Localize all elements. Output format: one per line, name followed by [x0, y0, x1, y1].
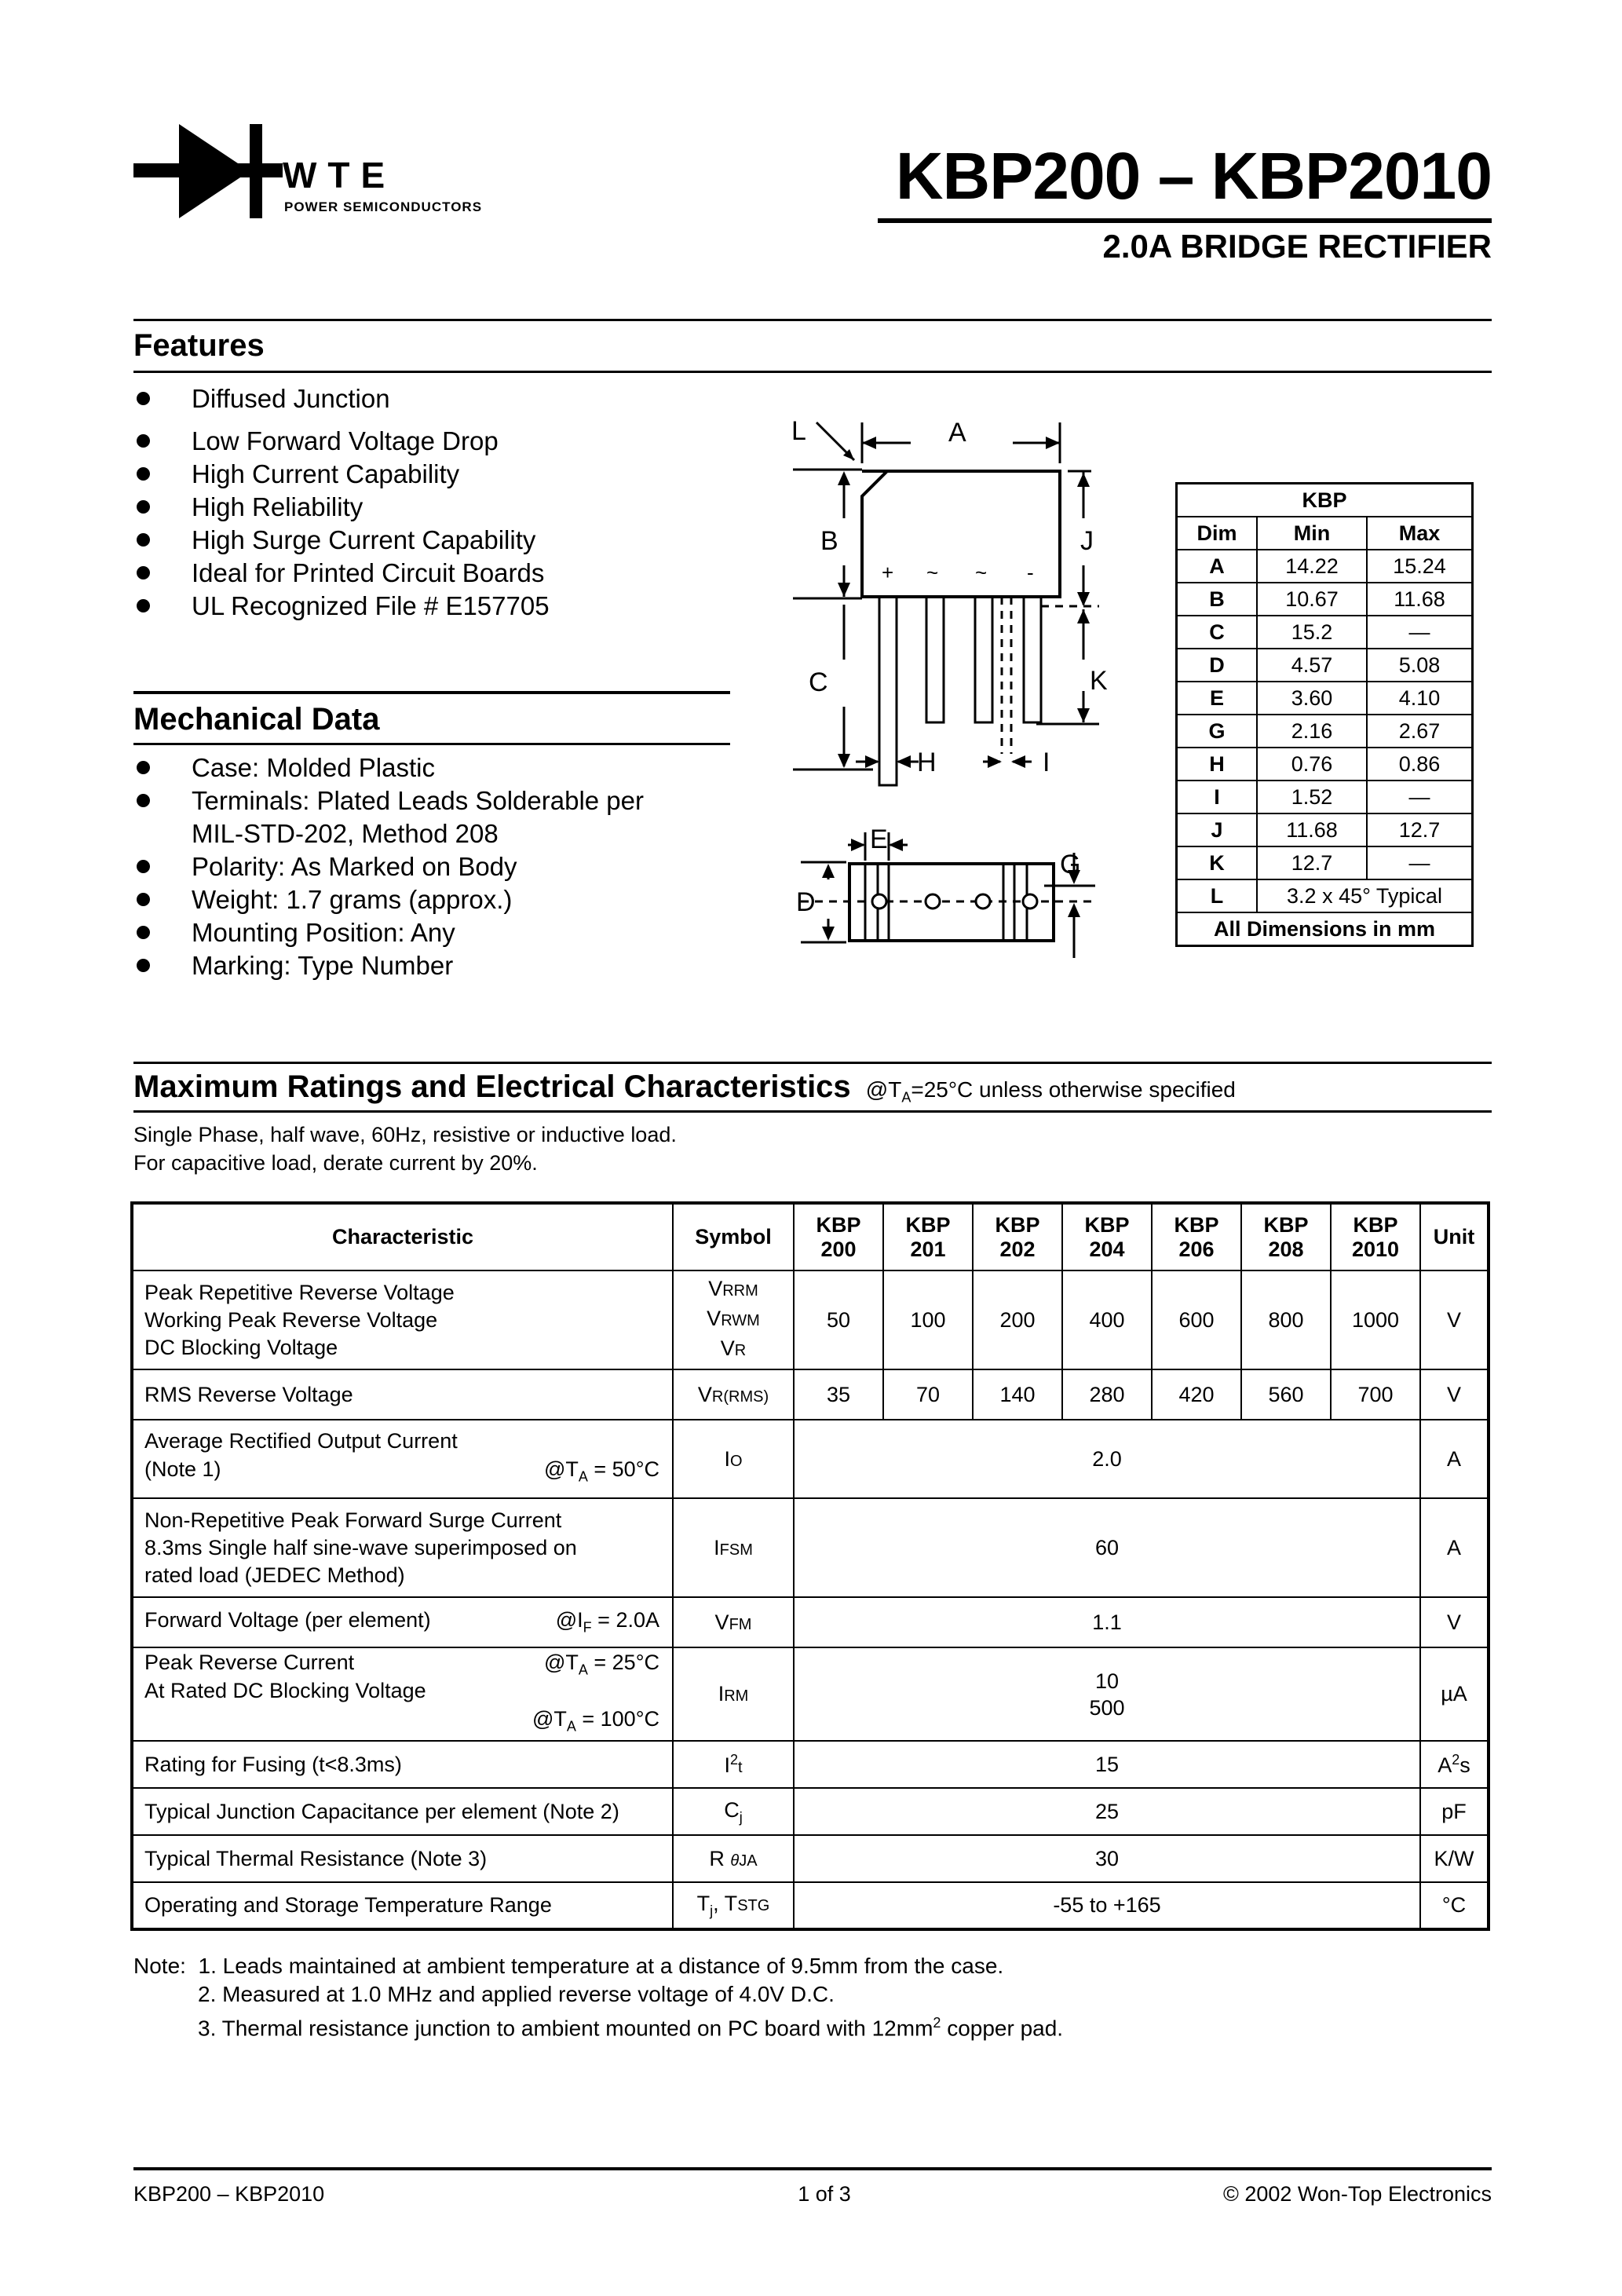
part-prefix: KBP	[1174, 1212, 1219, 1237]
symbol-cell	[673, 1498, 794, 1597]
list-item: UL Recognized File # E157705	[133, 590, 550, 623]
unit-sup: 2	[1452, 1751, 1460, 1768]
list-item: Marking: Type Number	[133, 949, 644, 982]
list-item: Terminals: Plated Leads Solderable per	[133, 784, 644, 817]
dim-label-d: D	[796, 887, 816, 917]
list-item: Polarity: As Marked on Body	[133, 850, 644, 883]
symbol-main: C	[724, 1797, 740, 1822]
cond-text: @I	[555, 1608, 583, 1632]
part-number: 2010	[1351, 1237, 1400, 1261]
dim-label-b: B	[820, 526, 838, 556]
symbol-main: R	[709, 1846, 725, 1870]
symbol-theta: θ	[730, 1852, 740, 1870]
divider	[133, 1110, 1492, 1113]
min-cell: 15.2	[1257, 616, 1367, 649]
test-condition	[556, 1608, 672, 1636]
table-row	[132, 1788, 1489, 1835]
page-number: 1 of 3	[798, 2182, 851, 2206]
char-line: rated load (JEDEC Method)	[144, 1563, 405, 1587]
value-cell: 60	[794, 1498, 1420, 1597]
table-row	[132, 1647, 1489, 1741]
table-row	[132, 1741, 1489, 1788]
min-cell: 4.57	[1257, 649, 1367, 682]
symbol-cell	[673, 1270, 794, 1369]
test-condition	[544, 1455, 672, 1490]
symbol-main: V	[697, 1382, 712, 1406]
dim-label-e: E	[870, 824, 888, 854]
value-cell	[794, 1647, 1420, 1741]
table-row	[132, 1835, 1489, 1882]
symbol-main: I	[724, 1446, 730, 1471]
symbol-sub: FSM	[719, 1541, 753, 1559]
symbol-main: V	[714, 1610, 729, 1634]
value-cell: 200	[973, 1270, 1062, 1369]
symbol-sub: t	[737, 1758, 743, 1776]
value-cell: 560	[1241, 1369, 1331, 1420]
cond-text: @T	[865, 1077, 902, 1102]
table-row	[1177, 813, 1473, 846]
dim-label-i: I	[1043, 748, 1050, 777]
min-cell: 3.60	[1257, 682, 1367, 715]
ratings-title: Maximum Ratings and Electrical Characteristics	[133, 1069, 851, 1104]
dim-cell: K	[1177, 846, 1258, 879]
package-diagram	[769, 408, 1138, 1005]
list-item: Diffused Junction	[133, 382, 550, 415]
symbol-cell	[673, 1788, 794, 1835]
table-header: Dim	[1177, 517, 1258, 550]
table-row	[1177, 649, 1473, 682]
max-cell: 2.67	[1367, 715, 1473, 748]
table-row	[132, 1882, 1489, 1929]
symbol-main: V	[720, 1336, 735, 1360]
symbol-main: T	[696, 1892, 711, 1916]
logo-subtitle: POWER SEMICONDUCTORS	[284, 199, 483, 214]
symbol-sub: j	[739, 1809, 743, 1826]
symbol-sub: RM	[724, 1687, 749, 1706]
dim-cell: C	[1177, 616, 1258, 649]
min-cell: 14.22	[1257, 550, 1367, 583]
value-cell: 1000	[1331, 1270, 1420, 1369]
header-part	[883, 1203, 973, 1270]
intro-line: Single Phase, half wave, 60Hz, resistive or inductive load.	[133, 1123, 677, 1146]
char-line	[144, 1455, 672, 1483]
list-item: Mounting Position: Any	[133, 916, 644, 949]
dim-cell: A	[1177, 550, 1258, 583]
max-cell: 11.68	[1367, 583, 1473, 616]
pin-label-plus: +	[882, 561, 894, 584]
cond-sub: F	[583, 1619, 592, 1636]
symbol-main: , T	[713, 1892, 738, 1916]
characteristic-cell	[132, 1270, 673, 1369]
value-cell: 600	[1152, 1270, 1241, 1369]
symbol-cell	[673, 1882, 794, 1929]
divider	[133, 319, 1492, 321]
dim-label-k: K	[1090, 666, 1108, 696]
ratings-table	[130, 1201, 1490, 1931]
note-sup: 2	[933, 2015, 941, 2031]
symbol-sub: FM	[729, 1615, 752, 1633]
cond-text: @T	[543, 1651, 579, 1674]
intro-line: For capacitive load, derate current by 20%.	[133, 1151, 538, 1175]
part-prefix: KBP	[1263, 1212, 1309, 1237]
dim-label-l: L	[791, 416, 806, 446]
unit-cell: A	[1420, 1420, 1489, 1498]
value-cell: 3.2 x 45° Typical	[1257, 879, 1473, 912]
char-text: At Rated DC Blocking Voltage	[144, 1679, 426, 1702]
dim-label-g: G	[1060, 850, 1081, 879]
char-line: Average Rectified Output Current	[144, 1429, 458, 1453]
part-number: 200	[820, 1237, 857, 1261]
max-cell: —	[1367, 616, 1473, 649]
dim-label-a: A	[948, 418, 966, 448]
value-cell: 15	[794, 1741, 1420, 1788]
symbol	[674, 1275, 793, 1305]
pin-label-ac1: ~	[926, 561, 939, 584]
header-part	[1152, 1203, 1241, 1270]
pin-label-ac2: ~	[975, 561, 988, 584]
max-cell: 5.08	[1367, 649, 1473, 682]
dim-cell: D	[1177, 649, 1258, 682]
min-cell: 2.16	[1257, 715, 1367, 748]
char-line: Peak Repetitive Reverse Voltage	[144, 1280, 455, 1304]
table-row	[132, 1270, 1489, 1369]
title-underline	[878, 218, 1492, 223]
table-row	[1177, 715, 1473, 748]
cond-text: =25°C unless otherwise specified	[911, 1077, 1236, 1102]
value-cell: 280	[1062, 1369, 1152, 1420]
symbol-sup: 2	[729, 1751, 738, 1768]
value-cell: 800	[1241, 1270, 1331, 1369]
table-row	[1177, 682, 1473, 715]
unit-cell: A	[1420, 1498, 1489, 1597]
min-cell: 12.7	[1257, 846, 1367, 879]
dim-label-j: J	[1080, 526, 1094, 556]
list-item: High Current Capability	[133, 458, 550, 491]
table-row	[132, 1369, 1489, 1420]
symbol-sub: STG	[737, 1897, 770, 1915]
symbol	[674, 1305, 793, 1335]
char-text: Peak Reverse Current	[144, 1651, 355, 1674]
symbol-cell	[673, 1597, 794, 1647]
unit-cell: µA	[1420, 1647, 1489, 1741]
unit-cell: K/W	[1420, 1835, 1489, 1882]
table-header: Max	[1367, 517, 1473, 550]
part-number: 204	[1089, 1237, 1125, 1261]
symbol-sub: j	[710, 1903, 714, 1919]
notes	[133, 1952, 1063, 2042]
table-row	[1177, 583, 1473, 616]
cond-sub: A	[901, 1089, 911, 1106]
mechanical-title: Mechanical Data	[133, 702, 380, 737]
symbol-sub: JA	[739, 1852, 758, 1870]
value-line: 10	[1094, 1669, 1120, 1693]
page-title: KBP200 – KBP2010	[895, 139, 1492, 213]
ratings-heading	[133, 1069, 1236, 1106]
dim-cell: H	[1177, 748, 1258, 781]
dim-cell: J	[1177, 813, 1258, 846]
ratings-intro	[133, 1121, 677, 1177]
value-cell: 30	[794, 1835, 1420, 1882]
table-header-row	[132, 1203, 1489, 1270]
symbol-main: V	[707, 1307, 721, 1330]
value-cell: 100	[883, 1270, 973, 1369]
divider	[133, 371, 1492, 373]
note-line	[133, 2009, 1063, 2042]
min-cell: 0.76	[1257, 748, 1367, 781]
table-title: KBP	[1177, 484, 1473, 517]
part-prefix: KBP	[1084, 1212, 1130, 1237]
char-line: Non-Repetitive Peak Forward Surge Current	[144, 1508, 562, 1532]
cond-text: = 25°C	[587, 1651, 659, 1674]
char-text: Forward Voltage (per element)	[144, 1608, 431, 1632]
max-cell: —	[1367, 781, 1473, 813]
characteristic-cell: Rating for Fusing (t<8.3ms)	[132, 1741, 673, 1788]
divider	[133, 691, 730, 694]
dim-cell: G	[1177, 715, 1258, 748]
list-item: Case: Molded Plastic	[133, 751, 644, 784]
footer-copyright: © 2002 Won-Top Electronics	[1222, 2182, 1492, 2206]
char-line	[144, 1648, 672, 1676]
header-part	[794, 1203, 883, 1270]
symbol-main: I	[718, 1682, 725, 1706]
value-cell: 50	[794, 1270, 883, 1369]
dim-label-h: H	[917, 748, 937, 777]
symbol-cell	[673, 1647, 794, 1741]
part-prefix: KBP	[1353, 1212, 1398, 1237]
characteristic-cell: Operating and Storage Temperature Range	[132, 1882, 673, 1929]
part-prefix: KBP	[995, 1212, 1040, 1237]
part-prefix: KBP	[816, 1212, 861, 1237]
symbol-main: I	[714, 1535, 720, 1559]
table-row	[132, 1420, 1489, 1498]
cond-sub: A	[578, 1662, 588, 1678]
note-line	[133, 1952, 1063, 1980]
min-cell: 1.52	[1257, 781, 1367, 813]
unit-main: s	[1459, 1753, 1470, 1777]
table-row	[1177, 781, 1473, 813]
note-text: 3. Thermal resistance junction to ambient mounted on PC board with 12mm	[198, 2016, 933, 2041]
symbol-sub: R(RMS)	[711, 1387, 769, 1406]
unit-cell: pF	[1420, 1788, 1489, 1835]
symbol-cell	[673, 1741, 794, 1788]
symbol-cell	[673, 1835, 794, 1882]
table-row	[132, 1597, 1489, 1647]
page-subtitle: 2.0A BRIDGE RECTIFIER	[1102, 228, 1492, 265]
symbol-sub: R	[734, 1342, 747, 1359]
value-line: 500	[1089, 1695, 1125, 1720]
value-cell: -55 to +165	[794, 1882, 1420, 1929]
dim-cell: I	[1177, 781, 1258, 813]
value-cell: 35	[794, 1369, 883, 1420]
symbol-cell	[673, 1369, 794, 1420]
unit-cell: °C	[1420, 1882, 1489, 1929]
table-header: Min	[1257, 517, 1367, 550]
unit-main: A	[1438, 1753, 1452, 1777]
mechanical-list	[133, 751, 644, 982]
value-cell: 70	[883, 1369, 973, 1420]
footer-divider	[133, 2167, 1492, 2170]
char-line: Working Peak Reverse Voltage	[144, 1307, 438, 1332]
part-prefix: KBP	[905, 1212, 951, 1237]
max-cell: 4.10	[1367, 682, 1473, 715]
list-item: High Surge Current Capability	[133, 524, 550, 557]
note-line: 2. Measured at 1.0 MHz and applied reverse voltage of 4.0V D.C.	[198, 1982, 835, 2006]
symbol	[674, 1335, 793, 1365]
footer-left: KBP200 – KBP2010	[133, 2182, 325, 2206]
part-number: 201	[910, 1237, 946, 1261]
unit-cell: V	[1420, 1369, 1489, 1420]
unit-cell	[1420, 1741, 1489, 1788]
max-cell: —	[1367, 846, 1473, 879]
characteristic-cell	[132, 1597, 673, 1647]
value-cell: 1.1	[794, 1597, 1420, 1647]
value-cell: 700	[1331, 1369, 1420, 1420]
table-row	[132, 1498, 1489, 1597]
max-cell: 12.7	[1367, 813, 1473, 846]
features-list	[133, 382, 550, 623]
dim-label-c: C	[809, 667, 828, 697]
min-cell: 10.67	[1257, 583, 1367, 616]
dim-cell: B	[1177, 583, 1258, 616]
table-row	[1177, 616, 1473, 649]
symbol-cell	[673, 1420, 794, 1498]
symbol-sub: O	[729, 1452, 743, 1470]
test-condition	[532, 1705, 672, 1740]
header-part	[1062, 1203, 1152, 1270]
part-number: 202	[999, 1237, 1036, 1261]
cond-text: = 2.0A	[591, 1608, 659, 1632]
list-item: High Reliability	[133, 491, 550, 524]
note-text: 1. Leads maintained at ambient temperature at a distance of 9.5mm from the case.	[198, 1954, 1004, 1978]
header-characteristic: Characteristic	[132, 1203, 673, 1270]
symbol-main: V	[708, 1277, 723, 1300]
characteristic-cell: Typical Thermal Resistance (Note 3)	[132, 1835, 673, 1882]
logo-diode-icon	[133, 122, 283, 220]
logo-text: WTE	[283, 155, 396, 196]
char-line: 8.3ms Single half sine-wave superimposed on	[144, 1535, 577, 1559]
table-row	[1177, 846, 1473, 879]
features-title: Features	[133, 328, 265, 363]
characteristic-cell	[132, 1647, 673, 1741]
value-cell: 400	[1062, 1270, 1152, 1369]
cond-sub: A	[578, 1468, 588, 1485]
note-text: copper pad.	[941, 2016, 1064, 2041]
table-row	[1177, 550, 1473, 583]
characteristic-cell	[132, 1420, 673, 1498]
cond-text: @T	[543, 1457, 579, 1482]
symbol-main: I	[724, 1753, 730, 1777]
characteristic-cell: Typical Junction Capacitance per element (Note 2)	[132, 1788, 673, 1835]
characteristic-cell	[132, 1498, 673, 1597]
cond-text: = 100°C	[575, 1707, 659, 1731]
part-number: 208	[1268, 1237, 1304, 1261]
list-item: Ideal for Printed Circuit Boards	[133, 557, 550, 590]
part-number: 206	[1178, 1237, 1215, 1261]
max-cell: 0.86	[1367, 748, 1473, 781]
header-symbol: Symbol	[673, 1203, 794, 1270]
header-part	[973, 1203, 1062, 1270]
symbol-sub: RWM	[721, 1312, 760, 1329]
note-prefix: Note:	[133, 1954, 186, 1978]
value-cell: 25	[794, 1788, 1420, 1835]
table-row	[1177, 748, 1473, 781]
char-line: DC Blocking Voltage	[144, 1335, 338, 1359]
dim-cell: E	[1177, 682, 1258, 715]
max-cell: 15.24	[1367, 550, 1473, 583]
test-condition	[544, 1648, 672, 1684]
symbol-sub: RRM	[722, 1282, 758, 1300]
divider	[133, 1062, 1492, 1064]
table-row	[1177, 879, 1473, 912]
cond-text: @T	[532, 1707, 567, 1731]
list-item: MIL-STD-202, Method 208	[192, 819, 499, 848]
value-cell: 420	[1152, 1369, 1241, 1420]
min-cell: 11.68	[1257, 813, 1367, 846]
header-part	[1331, 1203, 1420, 1270]
list-item: Weight: 1.7 grams (approx.)	[133, 883, 644, 916]
header-part	[1241, 1203, 1331, 1270]
list-item: Low Forward Voltage Drop	[133, 425, 550, 458]
pin-label-minus: -	[1027, 561, 1034, 584]
table-footer: All Dimensions in mm	[1177, 912, 1473, 946]
unit-cell: V	[1420, 1270, 1489, 1369]
header-unit: Unit	[1420, 1203, 1489, 1270]
char-text: (Note 1)	[144, 1457, 221, 1482]
unit-cell: V	[1420, 1597, 1489, 1647]
ratings-condition	[865, 1077, 1236, 1106]
cond-sub: A	[566, 1718, 576, 1735]
dim-cell: L	[1177, 879, 1258, 912]
characteristic-cell: RMS Reverse Voltage	[132, 1369, 673, 1420]
cond-text: = 50°C	[587, 1457, 659, 1482]
value-cell: 140	[973, 1369, 1062, 1420]
value-cell: 2.0	[794, 1420, 1420, 1498]
divider	[133, 743, 730, 745]
dimensions-table	[1175, 482, 1474, 947]
